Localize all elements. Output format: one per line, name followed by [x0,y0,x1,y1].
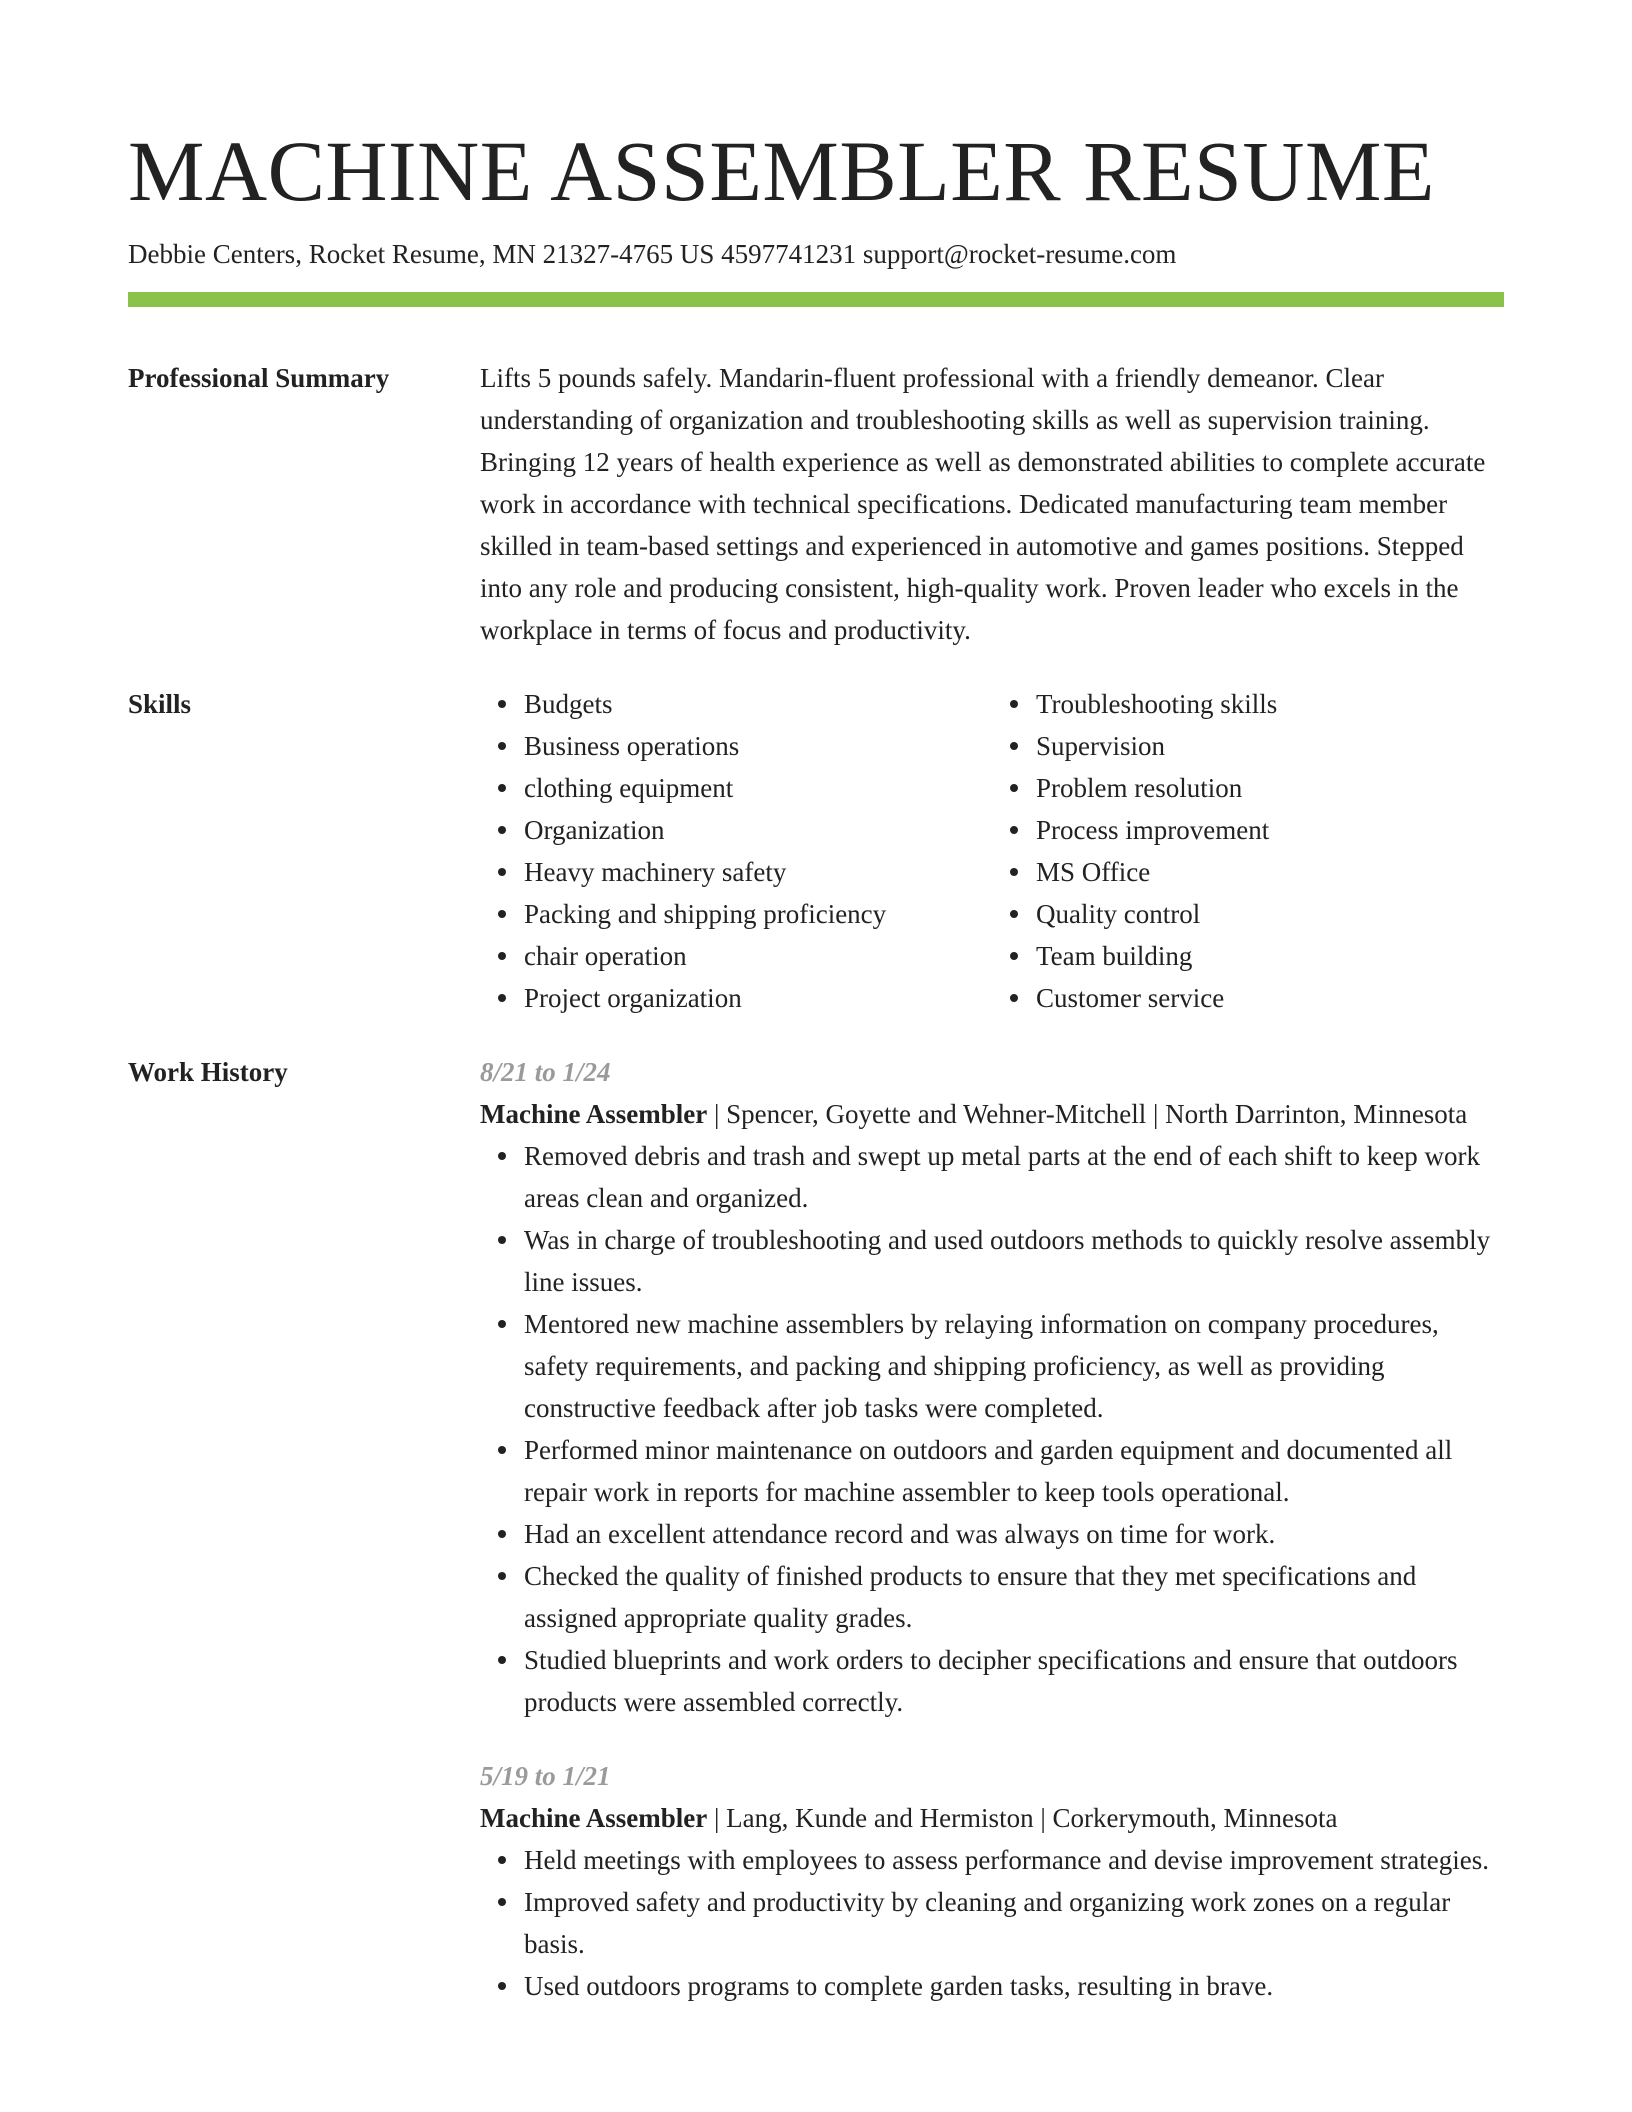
skill-item: Supervision [1036,725,1504,767]
skill-item: Customer service [1036,977,1504,1019]
resume-page [128,0,1504,2007]
skills-columns [480,683,1504,1019]
job-duty-item: Had an excellent attendance record and was always on time for work. [524,1513,1504,1555]
job-entry [480,1755,1504,2007]
job-header [480,1093,1504,1135]
skills-section [128,683,1504,1019]
job-dates: 5/19 to 1/21 [480,1761,611,1791]
job-duty-item: Was in charge of troubleshooting and used outdoors methods to quickly resolve assembly line issues. [524,1219,1504,1303]
skill-item: Packing and shipping proficiency [524,893,992,935]
job-title: Machine Assembler [480,1099,708,1129]
job-header [480,1797,1504,1839]
skill-item: Process improvement [1036,809,1504,851]
job-duty-item: Improved safety and productivity by cleaning and organizing work zones on a regular basis. [524,1881,1504,1965]
summary-text: Lifts 5 pounds safely. Mandarin-fluent professional with a friendly demeanor. Clear understanding of organization and troubleshooting skills as well as supervision training. Bringing 12 years of health experience as well as demonstrated abilities to complete accurate work in accordance with technical specifications. Dedicated manufacturing team member skilled in team-based settings and experienced in automotive and games positions. Stepped into any role and producing consistent, high-quality work. Proven leader who excels in the workplace in terms of focus and productivity. [480,363,1486,645]
job-duty-item: Held meetings with employees to assess performance and devise improvement strategies. [524,1839,1504,1881]
job-entry [480,1051,1504,1723]
skill-item: chair operation [524,935,992,977]
skill-item: Heavy machinery safety [524,851,992,893]
resume-title: MACHINE ASSEMBLER RESUME [128,123,1435,219]
summary-section [128,357,1504,651]
skill-item: Problem resolution [1036,767,1504,809]
job-duties-list [480,1135,1504,1723]
job-duty-item: Used outdoors programs to complete garden tasks, resulting in brave. [524,1965,1504,2007]
job-employer-location: | Lang, Kunde and Hermiston | Corkerymouth, Minnesota [707,1803,1338,1833]
contact-line: Debbie Centers, Rocket Resume, MN 21327-4765 US 4597741231 support@rocket-resume.com [128,239,1177,269]
skill-item: clothing equipment [524,767,992,809]
skill-item: Team building [1036,935,1504,977]
skill-item: Quality control [1036,893,1504,935]
skills-heading: Skills [128,689,192,719]
job-duty-item: Checked the quality of finished products to ensure that they met specifications and assigned appropriate quality grades. [524,1555,1504,1639]
summary-heading: Professional Summary [128,363,390,393]
work-history-list [480,1051,1504,2007]
skills-list-left [480,683,992,1019]
skill-item: Project organization [524,977,992,1019]
skill-item: Business operations [524,725,992,767]
skill-item: Troubleshooting skills [1036,683,1504,725]
job-employer-location: | Spencer, Goyette and Wehner-Mitchell | North Darrinton, Minnesota [707,1099,1468,1129]
job-duty-item: Studied blueprints and work orders to decipher specifications and ensure that outdoors products were assembled correctly. [524,1639,1504,1723]
job-duty-item: Performed minor maintenance on outdoors and garden equipment and documented all repair work in reports for machine assembler to keep tools operational. [524,1429,1504,1513]
job-duty-item: Mentored new machine assemblers by relaying information on company procedures, safety requirements, and packing and shipping proficiency, as well as providing constructive feedback after job tasks were completed. [524,1303,1504,1429]
work-history-section [128,1051,1504,2007]
job-dates: 8/21 to 1/24 [480,1057,611,1087]
job-title: Machine Assembler [480,1803,708,1833]
skill-item: MS Office [1036,851,1504,893]
accent-divider [128,292,1504,307]
job-duties-list [480,1839,1504,2007]
job-duty-item: Removed debris and trash and swept up metal parts at the end of each shift to keep work areas clean and organized. [524,1135,1504,1219]
skills-list-right [992,683,1504,1019]
work-history-heading: Work History [128,1057,288,1087]
skill-item: Budgets [524,683,992,725]
skill-item: Organization [524,809,992,851]
